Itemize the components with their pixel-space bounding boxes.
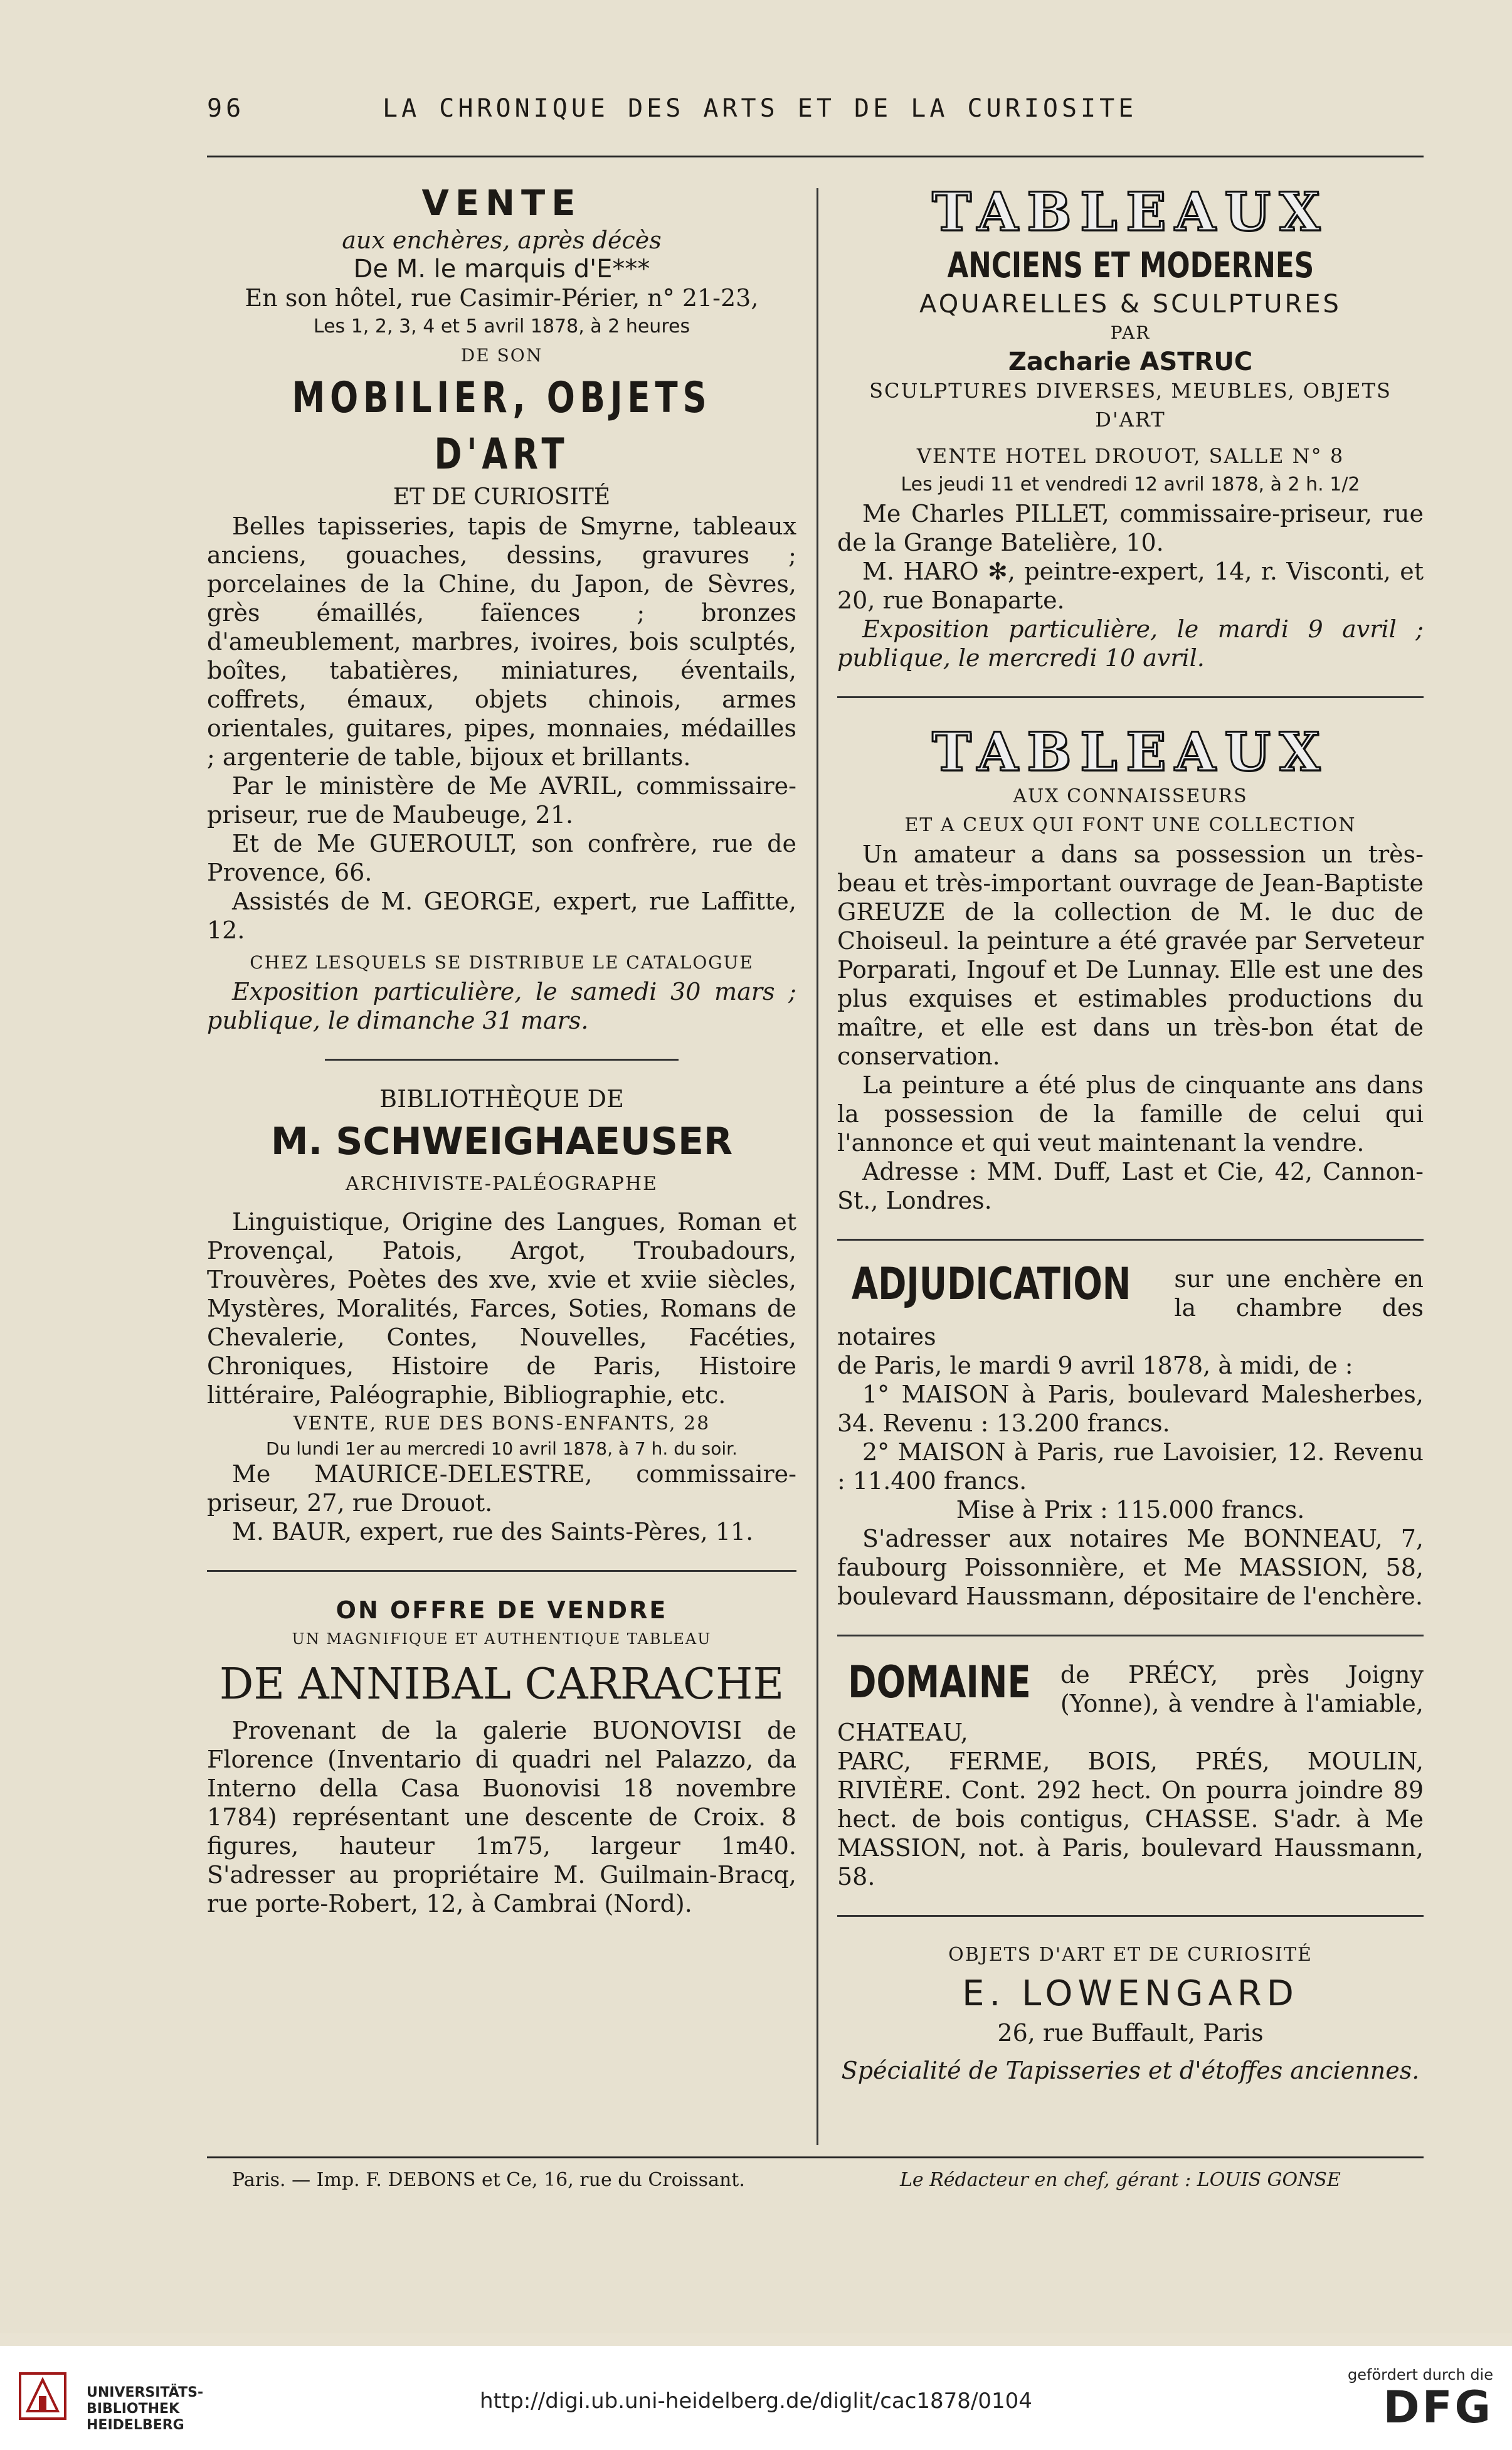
biblio-role: ARCHIVISTE-PALÉOGRAPHE [346, 1173, 658, 1195]
biblio-name: M. SCHWEIGHAEUSER [270, 1120, 733, 1164]
offre-p1: Provenant de la galerie BUONOVISI de Florence (Inventario di quadri nel Palazzo, da Interno della Casa Buonovisi 18 novembre 1784) représentant une descente de Croix. 8 figures, hauteur 1m75, largeur 1m40. S'adresser au propriétaire M. Guilmain-Bracq, rue porte-Robert, 12, à Cambrai (Nord). [207, 1717, 796, 1917]
tableaux-sub2: AQUARELLES & SCULPTURES [919, 290, 1341, 319]
tableaux-astruc-notice [837, 182, 1424, 672]
biblio-vente: VENTE, RUE DES BONS-ENFANTS, 28 [293, 1413, 711, 1434]
offre-big: DE ANNIBAL CARRACHE [219, 1660, 785, 1709]
vente-sub2: De M. le marquis d'E*** [353, 255, 650, 284]
tableaux-par: PAR [1110, 322, 1151, 343]
tableaux2-title: TABLEAUX [932, 721, 1329, 783]
library-name: UNIVERSITÄTS- BIBLIOTHEK HEIDELBERG [87, 2385, 204, 2433]
domaine-p1: PARC, FERME, BOIS, PRÉS, MOULIN, RIVIÈRE. Cont. 292 hect. On pourra joindre 89 hect. de bois contigus, CHASSE. S'adr. à Me MASSION, not. à Paris, boulevard Haussmann, 58. [837, 1747, 1424, 1891]
vente-p2: Par le ministère de Me AVRIL, commissaire-priseur, rue de Maubeuge, 21. [207, 772, 796, 829]
adjudication-p1: de Paris, le mardi 9 avril 1878, à midi, de : [837, 1352, 1353, 1379]
tableaux-l2: VENTE HOTEL DROUOT, SALLE N° 8 [916, 444, 1345, 468]
adjudication-lead: sur une enchère en la chambre des notaires [837, 1265, 1424, 1350]
lowengard-spec: Spécialité de Tapisseries et d'étoffes anciennes. [841, 2057, 1420, 2084]
footer-rule [207, 2156, 1424, 2158]
tableaux2-sub1: AUX CONNAISSEURS [1013, 785, 1248, 807]
biblio-p1: Linguistique, Origine des Langues, Roman et Provençal, Patois, Argot, Troubadours, Trouvères, Poètes des xve, xvie et xviie siècles, Mystères, Moralités, Farces, Soties, Romans de Chevalerie, Contes, Nouvelles, Facéties, Chroniques, Histoire de Paris, Histoire littéraire, Paléographie, Bibliographie, etc. [207, 1208, 796, 1409]
tableaux-title: TABLEAUX [932, 181, 1329, 243]
offre-notice [207, 1596, 796, 1918]
header-rule [207, 156, 1424, 157]
tableaux-sub1: ANCIENS ET MODERNES [947, 245, 1314, 286]
tableaux-p1: Me Charles PILLET, commissaire-priseur, rue de la Grange Batelière, 10. [837, 500, 1424, 556]
tableaux2-sub2: ET A CEUX QUI FONT UNE COLLECTION [904, 814, 1356, 836]
offre-title: ON OFFRE DE VENDRE [336, 1596, 668, 1624]
editor-imprint: Le Rédacteur en chef, gérant : LOUIS GONSE [900, 2169, 1341, 2191]
tableaux2-p3: Adresse : MM. Duff, Last et Cie, 42, Cannon-St., Londres. [837, 1158, 1424, 1214]
dfg-wordmark: DFG [1383, 2382, 1493, 2433]
vente-big-title: MOBILIER, OBJETS D'ART [292, 373, 712, 479]
journal-title: LA CHRONIQUE DES ARTS ET DE LA CURIOSITE [383, 94, 1138, 123]
tableaux-greuze-notice [837, 722, 1424, 1215]
tableaux2-p2: La peinture a été plus de cinquante ans dans la possession de la famille de celui qui l'annonce et qui veut maintenant la vendre. [837, 1071, 1424, 1157]
page-number: 96 [207, 94, 245, 123]
adjudication-notice [837, 1258, 1424, 1611]
library-footer [0, 2346, 1512, 2450]
biblio-title: BIBLIOTHÈQUE DE [379, 1085, 624, 1113]
adjudication-mise: Mise à Prix : 115.000 francs. [956, 1496, 1305, 1524]
separator [325, 1059, 679, 1061]
separator [837, 1239, 1424, 1241]
adjudication-big: ADJUDICATION [851, 1258, 1131, 1310]
lowengard-sub: OBJETS D'ART ET DE CURIOSITÉ [948, 1944, 1313, 1966]
tableaux-artist: Zacharie ASTRUC [1008, 347, 1253, 376]
vente-deson: DE SON [460, 345, 543, 366]
vente-p1: Belles tapisseries, tapis de Smyrne, tableaux anciens, gouaches, dessins, gravures ; porcelaines de la Chine, du Japon, de Sèvres, grès émaillés, faïences ; bronzes d'ameublement, marbres, ivoires, bois sculptés, boîtes, tabatières, miniatures, éventails, coffrets, émaux, objets chinois, armes orientales, guitares, pipes, monnaies, médailles ; argenterie de table, bijoux et brillants. [207, 512, 796, 771]
offre-sub: UN MAGNIFIQUE ET AUTHENTIQUE TABLEAU [292, 1630, 712, 1648]
separator [837, 696, 1424, 698]
biblio-dates: Du lundi 1er au mercredi 10 avril 1878, à 7 h. du soir. [266, 1438, 737, 1459]
vente-p3: Et de Me GUEROULT, son confrère, rue de Provence, 66. [207, 830, 796, 886]
vente-notice [207, 182, 796, 1035]
left-column [207, 182, 796, 1918]
separator [837, 1635, 1424, 1636]
adjudication-p2: 1° MAISON à Paris, boulevard Malesherbes, 34. Revenu : 13.200 francs. [837, 1381, 1424, 1437]
lowengard-name: E. LOWENGARD [962, 1973, 1299, 2014]
vente-et: ET DE CURIOSITÉ [393, 484, 611, 510]
domaine-big: DOMAINE [848, 1657, 1031, 1708]
permalink[interactable]: http://digi.ub.uni-heidelberg.de/diglit/cac1878/0104 [480, 2389, 1032, 2414]
adjudication-p4: S'adresser aux notaires Me BONNEAU, 7, faubourg Poissonnière, et Me MASSION, 58, boulevard Haussmann, dépositaire de l'enchère. [837, 1525, 1424, 1610]
dfg-logo [1336, 2366, 1493, 2431]
vente-sub1: aux enchères, après décès [342, 226, 662, 254]
vente-title: VENTE [421, 183, 582, 224]
lowengard-notice [837, 1941, 1424, 2085]
column-divider [817, 188, 818, 2145]
domaine-lead: de PRÉCY, près Joigny (Yonne), à vendre à l'amiable, CHATEAU, [837, 1661, 1424, 1746]
vente-address: En son hôtel, rue Casimir-Périer, n° 21-23, [245, 284, 759, 312]
funded-by: gefördert durch die [1348, 2366, 1493, 2384]
tableaux-p3: Exposition particulière, le mardi 9 avril ; publique, le mercredi 10 avril. [837, 615, 1424, 672]
tableaux-l1: SCULPTURES DIVERSES, MEUBLES, OBJETS D'ART [869, 379, 1392, 432]
domaine-notice [837, 1657, 1424, 1891]
vente-expo: Exposition particulière, le samedi 30 mars ; publique, le dimanche 31 mars. [207, 978, 796, 1034]
separator [837, 1915, 1424, 1917]
vente-p4: Assistés de M. GEORGE, expert, rue Laffitte, 12. [207, 888, 796, 944]
right-column [837, 182, 1424, 2085]
biblio-p3: M. BAUR, expert, rue des Saints-Pères, 11. [232, 1518, 754, 1546]
lowengard-addr: 26, rue Buffault, Paris [997, 2019, 1264, 2047]
biblio-notice [207, 1084, 796, 1546]
printer-imprint: Paris. — Imp. F. DEBONS et Ce, 16, rue du Croissant. [232, 2169, 745, 2191]
biblio-p2: Me MAURICE-DELESTRE, commissaire-priseur, 27, rue Drouot. [207, 1460, 796, 1517]
tableaux2-p1: Un amateur a dans sa possession un très-beau et très-important ouvrage de Jean-Baptiste GREUZE de la collection de M. le duc de Choiseul. la peinture a été gravée par Serveteur Porparati, Ingouf et De Lunnay. Elle est une des plus exquises et estimables productions du maître, et elle est dans un très-bon état de conservation. [837, 841, 1424, 1070]
adjudication-p3: 2° MAISON à Paris, rue Lavoisier, 12. Revenu : 11.400 francs. [837, 1438, 1424, 1495]
tableaux-dates: Les jeudi 11 et vendredi 12 avril 1878, à 2 h. 1/2 [901, 474, 1360, 496]
vente-chez: CHEZ LESQUELS SE DISTRIBUE LE CATALOGUE [250, 952, 754, 973]
separator [207, 1570, 796, 1572]
vente-dates: Les 1, 2, 3, 4 et 5 avril 1878, à 2 heures [313, 316, 690, 337]
tableaux-p2: M. HARO ✻, peintre-expert, 14, r. Visconti, et 20, rue Bonaparte. [837, 558, 1424, 614]
